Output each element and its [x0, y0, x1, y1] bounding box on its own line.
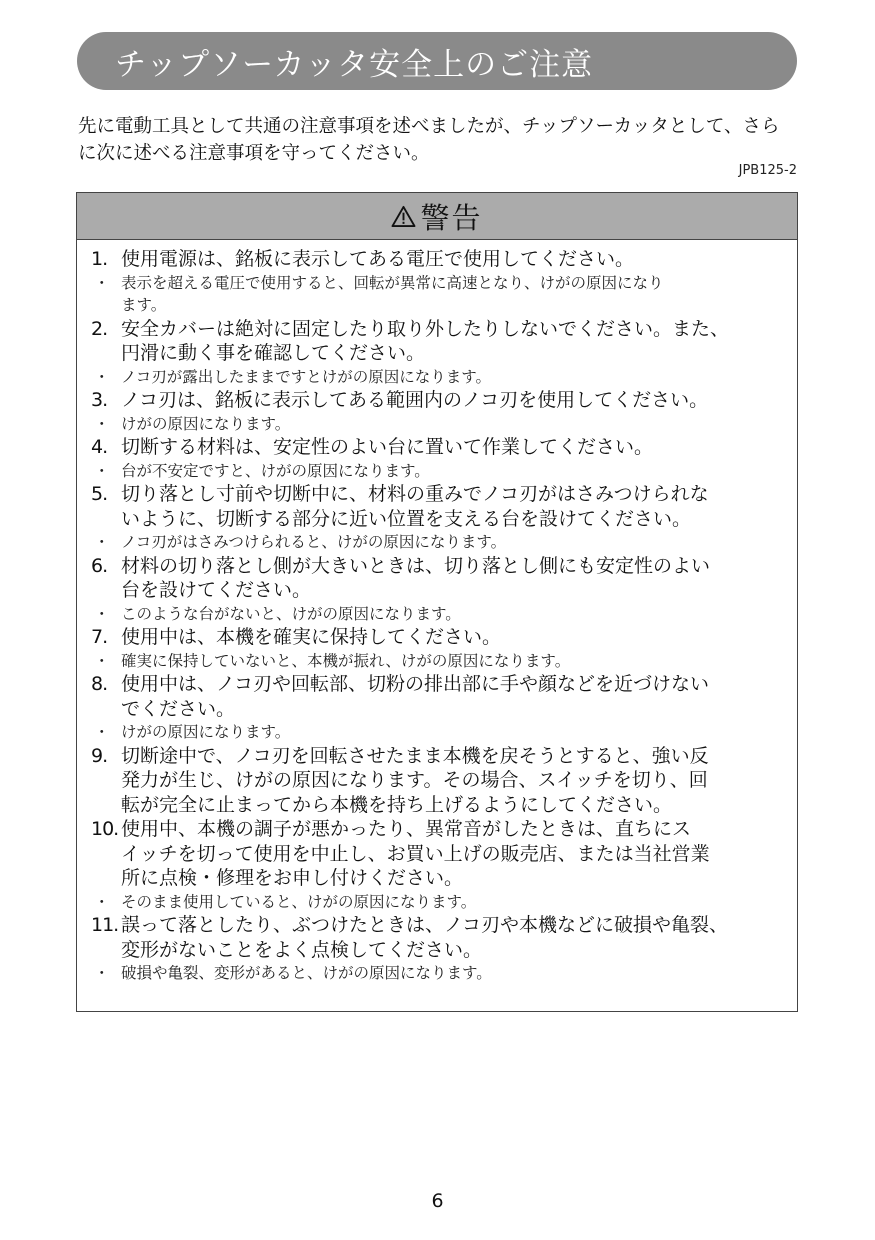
warning-item: [91, 672, 775, 721]
warning-item-text: 材料の切り落とし側が大きいときは、切り落とし側にも安定性のよい 台を設けてください。: [121, 554, 711, 601]
section-title: チップソーカッタ安全上のご注意: [115, 46, 594, 83]
warning-item-note: [91, 962, 775, 985]
section-title-banner: [77, 32, 797, 90]
bullet-dot-icon: ・: [94, 367, 110, 386]
warning-item-text: 切断する材料は、安定性のよい台に置いて作業してください。: [121, 436, 654, 458]
warning-item: [91, 388, 775, 413]
warning-item: [91, 744, 775, 818]
warning-triangle-icon: [391, 205, 416, 228]
warning-item-number: 2.: [91, 317, 108, 340]
warning-item-note: [91, 413, 775, 436]
warning-item-text: 使用中、本機の調子が悪かったり、異常音がしたときは、直ちにス イッチを切って使用を中止し、お買い上げの販売店、または当社営業 所に点検・修理をお申し付けください。: [121, 818, 710, 889]
warning-item-note-text: このような台がないと、けがの原因になります。: [121, 604, 461, 623]
warning-item-note-text: けがの原因になります。: [121, 723, 291, 741]
warning-item-number: 7.: [91, 626, 108, 648]
bullet-dot-icon: ・: [94, 461, 110, 480]
warning-item-text: 使用中は、ノコ刃や回転部、切粉の排出部に手や顔などを近づけない でください。: [121, 673, 710, 720]
warning-item-note-text: ノコ刃が露出したままですとけがの原因になります。: [121, 367, 491, 386]
warning-item-text: 使用中は、本機を確実に保持してください。: [121, 626, 502, 648]
warning-item-number: 9.: [91, 744, 108, 767]
warning-item-text: 安全カバーは絶対に固定したり取り外したりしないでください。また、 円滑に動く事を確認してください。: [121, 317, 730, 364]
warning-item-number: 8.: [91, 673, 108, 695]
warning-item-number: 5.: [91, 483, 108, 505]
warning-item-note: [91, 366, 775, 389]
bullet-dot-icon: ・: [94, 964, 110, 982]
warning-item-number: 4.: [91, 436, 108, 458]
warning-heading: 警告: [420, 200, 483, 235]
warning-item: [91, 482, 775, 531]
bullet-dot-icon: ・: [94, 892, 110, 911]
warning-item: [91, 913, 775, 962]
warning-item-note: [91, 891, 775, 914]
warning-item-text: 誤って落としたり、ぶつけたときは、ノコ刃や本機などに破損や亀裂、 変形がないことをよく点検してください。: [121, 914, 729, 961]
bullet-dot-icon: ・: [94, 604, 110, 623]
bullet-dot-icon: ・: [94, 414, 110, 433]
warning-header: [77, 193, 797, 240]
page-number: 6: [431, 1190, 444, 1212]
warning-item-number: 6.: [91, 554, 108, 577]
warning-item-note-text: けがの原因になります。: [121, 414, 291, 433]
warning-item-note: [91, 531, 775, 554]
warning-item-note-text: 台が不安定ですと、けがの原因になります。: [121, 461, 430, 480]
document-code: JPB125-2: [738, 163, 797, 178]
warning-item-note-text: 確実に保持していないと、本機が振れ、けがの原因になります。: [121, 651, 571, 670]
warning-item: [91, 317, 775, 366]
warning-item-note: [91, 603, 775, 626]
warning-item-note: [91, 272, 775, 317]
warning-item: [91, 247, 775, 272]
bullet-dot-icon: ・: [94, 723, 110, 741]
warning-item-note: [91, 460, 775, 483]
warning-item-note-text: そのまま使用していると、けがの原因になります。: [121, 892, 477, 911]
warning-item-note-text: 表示を超える電圧で使用すると、回転が異常に高速となり、けがの原因になり ます。: [121, 273, 664, 314]
warning-item-number: 1.: [91, 248, 108, 270]
warning-item-note-text: ノコ刃がはさみつけられると、けがの原因になります。: [121, 533, 507, 551]
warning-item-number: 3.: [91, 389, 108, 411]
warning-item: [91, 625, 775, 650]
warning-item-note-text: 破損や亀裂、変形があると、けがの原因になります。: [121, 964, 492, 982]
warning-item-text: 使用電源は、銘板に表示してある電圧で使用してください。: [121, 248, 635, 270]
warning-item-text: ノコ刃は、銘板に表示してある範囲内のノコ刃を使用してください。: [121, 389, 709, 411]
bullet-dot-icon: ・: [94, 533, 110, 551]
warning-items-list: [77, 240, 797, 985]
warning-item-text: 切断途中で、ノコ刃を回転させたまま本機を戻そうとすると、強い反 発力が生じ、けがの原因になります。その場合、スイッチを切り、回 転が完全に止まってから本機を持ち上げるようにしてください。: [121, 744, 709, 816]
warning-item-number: 10.: [91, 818, 119, 840]
intro-paragraph: 先に電動工具として共通の注意事項を述べましたが、チップソーカッタとして、さらに次に述べる注意事項を守ってください。: [78, 116, 780, 164]
warning-item: [91, 435, 775, 460]
warning-item-note: [91, 650, 775, 673]
warning-item: [91, 817, 775, 891]
warning-item: [91, 554, 775, 603]
warning-item-text: 切り落とし寸前や切断中に、材料の重みでノコ刃がはさみつけられな いように、切断する部分に近い位置を支える台を設けてください。: [121, 483, 709, 530]
bullet-dot-icon: ・: [94, 651, 110, 670]
bullet-dot-icon: ・: [94, 273, 110, 292]
warning-item-number: 11.: [91, 914, 119, 936]
warning-box: [76, 192, 798, 1012]
warning-item-note: [91, 721, 775, 744]
